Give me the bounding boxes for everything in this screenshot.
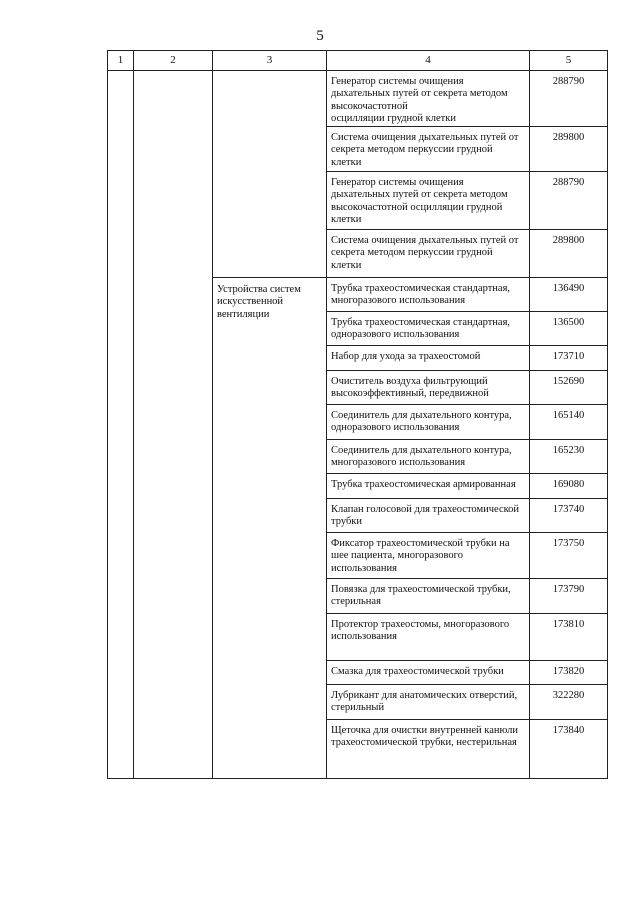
item-code: 173710 bbox=[530, 346, 608, 371]
item-name: Трубка трахеостомическая стандартная, многоразового использования bbox=[327, 278, 530, 312]
item-code: 173810 bbox=[530, 614, 608, 661]
item-name: Трубка трахеостомическая стандартная, одноразового использования bbox=[327, 312, 530, 346]
item-code: 173820 bbox=[530, 661, 608, 685]
item-name: Соединитель для дыхательного контура, одноразового использования bbox=[327, 405, 530, 440]
item-code: 288790 bbox=[530, 172, 608, 230]
item-code: 173740 bbox=[530, 499, 608, 533]
item-code: 136490 bbox=[530, 278, 608, 312]
item-code: 165230 bbox=[530, 440, 608, 474]
page-number: 5 bbox=[316, 28, 324, 44]
item-name: Трубка трахеостомическая армированная bbox=[327, 474, 530, 499]
item-code: 169080 bbox=[530, 474, 608, 499]
equipment-table bbox=[107, 50, 608, 779]
column-header: 2 bbox=[134, 51, 213, 71]
item-name: Генератор системы очищения дыхательных путей от секрета методом высокочастотной осцилляции грудной клетки bbox=[327, 172, 530, 230]
item-name: Фиксатор трахеостомической трубки на шее пациента, многоразового использования bbox=[327, 533, 530, 579]
item-name: Система очищения дыхательных путей от секрета методом перкуссии грудной клетки bbox=[327, 230, 530, 278]
item-name: Набор для ухода за трахеостомой bbox=[327, 346, 530, 371]
item-name: Система очищения дыхательных путей от секрета методом перкуссии грудной клетки bbox=[327, 127, 530, 172]
item-code: 173790 bbox=[530, 579, 608, 614]
item-code: 165140 bbox=[530, 405, 608, 440]
column-header: 1 bbox=[108, 51, 134, 71]
item-code: 322280 bbox=[530, 685, 608, 720]
group-label bbox=[213, 71, 327, 278]
item-name: Лубрикант для анатомических отверстий, стерильный bbox=[327, 685, 530, 720]
table-body bbox=[108, 71, 608, 779]
item-name: Повязка для трахеостомической трубки, стерильная bbox=[327, 579, 530, 614]
col-2-cell bbox=[134, 71, 213, 779]
column-header: 3 bbox=[213, 51, 327, 71]
item-name: Щеточка для очистки внутренней канюли трахеостомической трубки, нестерильная bbox=[327, 720, 530, 779]
item-name: Генератор системы очищения дыхательных путей от секрета методом высокочастотной осцилляции грудной клетки bbox=[327, 71, 530, 127]
item-name: Протектор трахеостомы, многоразового использования bbox=[327, 614, 530, 661]
item-code: 289800 bbox=[530, 230, 608, 278]
group-label: Устройства систем искусственной вентиляции bbox=[213, 278, 327, 779]
item-code: 173750 bbox=[530, 533, 608, 579]
item-code: 289800 bbox=[530, 127, 608, 172]
table-header-row bbox=[108, 51, 608, 71]
item-code: 152690 bbox=[530, 371, 608, 405]
item-code: 288790 bbox=[530, 71, 608, 127]
col-1-cell bbox=[108, 71, 134, 779]
column-header: 4 bbox=[327, 51, 530, 71]
item-name: Соединитель для дыхательного контура, многоразового использования bbox=[327, 440, 530, 474]
item-name: Очиститель воздуха фильтрующий высокоэффективный, передвижной bbox=[327, 371, 530, 405]
table-row bbox=[108, 71, 608, 127]
item-name: Клапан голосовой для трахеостомической трубки bbox=[327, 499, 530, 533]
item-code: 173840 bbox=[530, 720, 608, 779]
item-code: 136500 bbox=[530, 312, 608, 346]
column-header: 5 bbox=[530, 51, 608, 71]
item-name: Смазка для трахеостомической трубки bbox=[327, 661, 530, 685]
